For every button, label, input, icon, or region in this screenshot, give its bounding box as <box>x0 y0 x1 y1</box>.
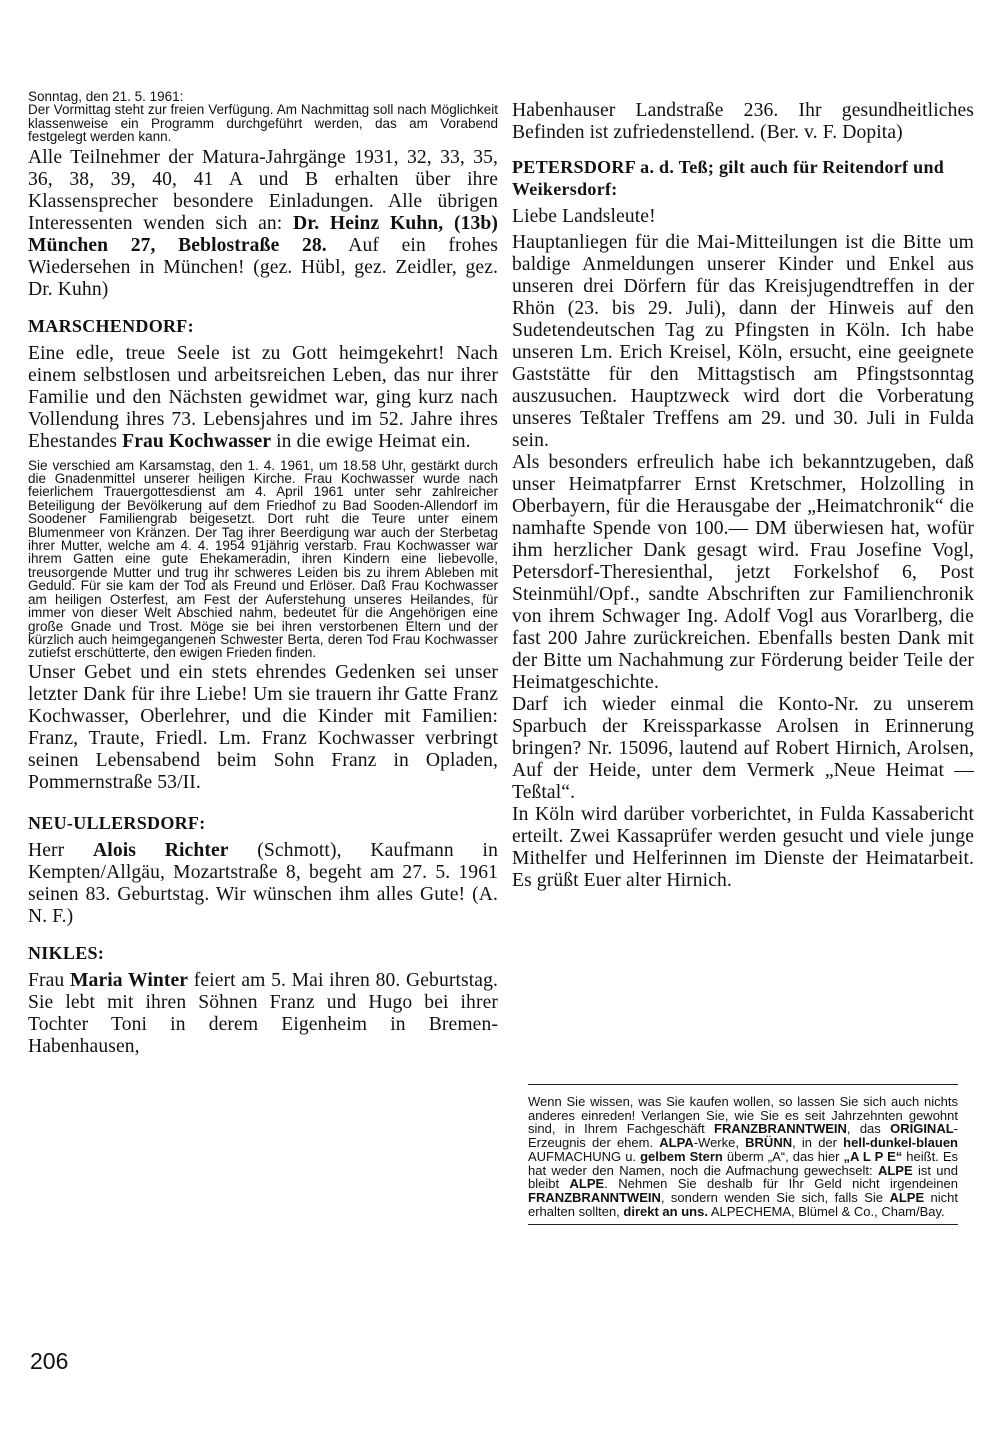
matura-invitation-paragraph <box>28 147 498 301</box>
ad-bold: „A L P E“ <box>843 1148 903 1164</box>
deceased-name: Frau Kochwasser <box>122 430 272 452</box>
heading-nikles: NIKLES: <box>28 942 105 963</box>
right-column <box>512 100 974 892</box>
ad-bold: ALPA <box>659 1135 694 1151</box>
ad-text: -Werke, <box>693 1135 746 1151</box>
heading-marschendorf: MARSCHENDORF: <box>28 315 194 336</box>
ad-bold: hell-dunkel-blauen <box>843 1135 958 1151</box>
ad-text: überm „A“, das hier <box>722 1148 844 1164</box>
heading-neu-ullersdorf: NEU-ULLERSDORF: <box>28 812 206 833</box>
ad-text: , das <box>846 1121 891 1137</box>
winter-continuation: Habenhauser Landstraße 236. Ihr gesundheitliches Befinden ist zufriedenstellend. (Ber. v. F. Dopita) <box>512 100 974 143</box>
ad-bold: ALPE <box>569 1176 605 1192</box>
obituary-closing: Unser Gebet und ein stets ehrendes Gedenken sei unser letzter Dank für ihre Liebe! Um sie trauern ihr Gatte Franz Kochwasser, Oberlehrer, und die Kinder mit Familien: Franz, Traute, Friedl. Lm. Franz Kochwasser verbringt seinen Lebensabend beim Sohn Franz in Opladen, Pommernstraße 53/II. <box>28 661 498 793</box>
ad-text: ist und bleibt <box>528 1162 958 1192</box>
ad-text: Wenn Sie wissen, was Sie kaufen wollen, so lassen Sie sich auch nichts anderes einreden! Verlangen Sie, wie Sie es seit Jahrzehnten gewohnt sind, in Ihrem Fachgeschäft <box>528 1094 958 1137</box>
ad-text: heißt. Es hat weder den Namen, noch die Aufmachung gewechselt: <box>528 1148 958 1178</box>
obituary-intro-text: Eine edle, treue Seele ist zu Gott heimgekehrt! Nach einem selbstlosen und arbeitsreichen Leben, das nur ihrer Familie und den Nächsten gewidmet war, ging kurz nach Vollendung ihres 73. Lebensjahres und im 52. Jahre ihres Ehestandes <box>28 342 498 452</box>
richter-name: Alois Richter <box>93 839 229 861</box>
obituary-intro <box>28 343 498 453</box>
ad-top-rule <box>528 1084 958 1085</box>
ad-text: nicht erhalten sollten, <box>528 1189 958 1219</box>
ad-text: , in der <box>792 1135 844 1151</box>
ad-text: , sondern wenden Sie sich, falls Sie <box>660 1189 890 1205</box>
birthday-richter-text: (Schmott), Kaufmann in Kempten/Allgäu, Mozartstraße 8, begeht am 27. 5. 1961 seinen 83. Geburtstag. Wir wünschen ihm alles Gute! (A. N. F.) <box>28 839 499 927</box>
reunion-date: Sonntag, den 21. 5. 1961: <box>28 89 184 104</box>
invitation-closing: Auf ein frohes Wiedersehen in München! (gez. Hübl, gez. Zeidler, gez. Dr. Kuhn) <box>28 234 498 300</box>
left-column <box>28 90 498 1058</box>
ad-bold: FRANZBRANNTWEIN <box>528 1189 661 1205</box>
reunion-program-paragraph <box>28 90 498 144</box>
birthday-winter-prefix: Frau <box>28 969 70 991</box>
ad-bold: direkt an uns. <box>623 1203 708 1219</box>
salutation: Liebe Landsleute! <box>512 206 656 227</box>
ad-bold: ALPE <box>889 1189 925 1205</box>
petersdorf-donations: Als besonders erfreulich habe ich bekanntzugeben, daß unser Heimatpfarrer Ernst Kretschmer, Holzolling in Oberbayern, für die Herausgabe der „Heimatchronik“ die namhafte Spende von 100.— DM überwiesen hat, wofür ihm herzlicher Dank gesagt wird. Frau Josefine Vogl, Petersdorf-Theresienthal, jetzt Forkelshof 6, Post Steinmühl/Opf., sandte Abschriften zur Familienchronik von ihrem Schwager Ing. Adolf Vogl aus Vorarlberg, die fast 200 Jahre zurückreichen. Ebenfalls besten Dank mit der Bitte um Nachahmung zur Förderung beider Teile der Heimatgeschichte. <box>512 452 974 693</box>
ad-text: . Nehmen Sie deshalb für Ihr Geld nicht irgendeinen <box>604 1176 958 1192</box>
ad-bold: gelbem Stern <box>640 1148 723 1164</box>
birthday-richter <box>28 840 498 928</box>
ad-bold: BRÜNN <box>745 1135 793 1151</box>
ad-text: AUFMACHUNG u. <box>528 1148 641 1164</box>
ad-bold: ORIGINAL <box>890 1121 954 1137</box>
advertisement-box <box>528 1084 958 1225</box>
winter-name: Maria Winter <box>69 969 189 991</box>
obituary-intro-end: in die ewige Heimat ein. <box>271 430 471 452</box>
ad-bold: FRANZBRANNTWEIN <box>714 1121 847 1137</box>
birthday-winter-text: feiert am 5. Mai ihren 80. Geburtstag. Sie lebt mit ihren Söhnen Franz und Hugo bei ihrer Tochter Toni in derem Eigenheim in Bremen-Habenhausen, <box>28 969 498 1057</box>
ad-bottom-rule <box>528 1224 958 1225</box>
alpe-advertisement <box>528 1095 958 1218</box>
heading-petersdorf: PETERSDORF a. d. Teß; gilt auch für Reitendorf und Weikersdorf: <box>512 157 945 199</box>
obituary-details: Sie verschied am Karsamstag, den 1. 4. 1961, um 18.58 Uhr, gestärkt durch die Gnadenmittel unserer heiligen Kirche. Frau Kochwasser wurde nach feierlichem Trauergottesdienst am 4. April 1961 unter sehr zahlreicher Beteiligung der Bevölkerung auf dem Friedhof zu Bad Sooden-Allendorf im Soodener Familiengrab beigesetzt. Dort ruht die Teure unter einem Blumenmeer von Kränzen. Der Tag ihrer Beerdigung war auch der Sterbetag ihrer Mutter, welche am 4. 4. 1954 91jährig verstarb. Frau Kochwasser war ihrem Gatten eine gute Ehekameradin, ihren Kindern eine liebevolle, treusorgende Mutter und trug ihr schweres Leiden bis zu ihrem Ableben mit Geduld. Für sie kam der Tod als Freund und Erlöser. Daß Frau Kochwasser am heiligen Osterfest, am Fest der Auferstehung unseres Heilandes, für immer von dieser Welt Abschied nahm, bedeutet für die Angehörigen eine große Gnade und Trost. Möge sie bei ihren verstorbenen Eltern und der kürzlich auch heimgegangenen Schwester Berta, deren Tod Frau Kochwasser zutiefst erschütterte, den ewigen Frieden finden. <box>28 457 498 661</box>
reunion-program-text: Der Vormittag steht zur freien Verfügung. Am Nachmittag soll nach Möglichkeit klassenweise ein Programm durchgeführt werden, das am Vorabend festgelegt werden kann. <box>28 102 498 145</box>
birthday-richter-prefix: Herr <box>28 839 94 861</box>
ad-text: ALPECHEMA, Blümel & Co., Cham/Bay. <box>707 1203 945 1219</box>
birthday-winter <box>28 970 498 1058</box>
contact-address: Dr. Heinz Kuhn, (13b) München 27, Beblostraße 28. <box>28 212 498 256</box>
ad-bold: ALPE <box>877 1162 913 1178</box>
petersdorf-account: Darf ich wieder einmal die Konto-Nr. zu unserem Sparbuch der Kreissparkasse Arolsen in Erinnerung bringen? Nr. 15096, lautend auf Robert Hirnich, Arolsen, Auf der Heide, unter dem Vermerk „Neue Heimat — Teßtal“. <box>512 694 974 803</box>
invitation-text: Alle Teilnehmer der Matura-Jahrgänge 1931, 32, 33, 35, 36, 38, 39, 40, 41 A und B erhalten über ihre Klassensprecher besondere Einladungen. Alle übrigen Interessenten wenden sich an: <box>28 146 498 234</box>
ad-text: -Erzeugnis der ehem. <box>528 1121 958 1151</box>
page-number: 206 <box>30 1348 69 1374</box>
petersdorf-closing: In Köln wird darüber vorberichtet, in Fulda Kassabericht erteilt. Zwei Kassaprüfer werden gesucht und viele junge Mithelfer und Helferinnen im Dienste der Heimatarbeit. Es grüßt Euer alter Hirnich. <box>512 804 974 891</box>
petersdorf-announcement: Hauptanliegen für die Mai-Mitteilungen ist die Bitte um baldige Anmeldungen unserer Kinder und Enkel aus unseren drei Dörfern für das Kreisjugendtreffen in der Rhön (23. bis 29. Juli), dann der Hinweis auf den Sudetendeutschen Tag zu Pfingsten in Köln. Ich habe unseren Lm. Erich Kreisel, Köln, ersucht, eine geeignete Gaststätte für den Mittagstisch am Pfingstsonntag auszusuchen. Hauptzweck wird dort die Vorberatung unseres Teßtaler Treffens am 29. und 30. Juli in Fulda sein. <box>512 232 974 451</box>
